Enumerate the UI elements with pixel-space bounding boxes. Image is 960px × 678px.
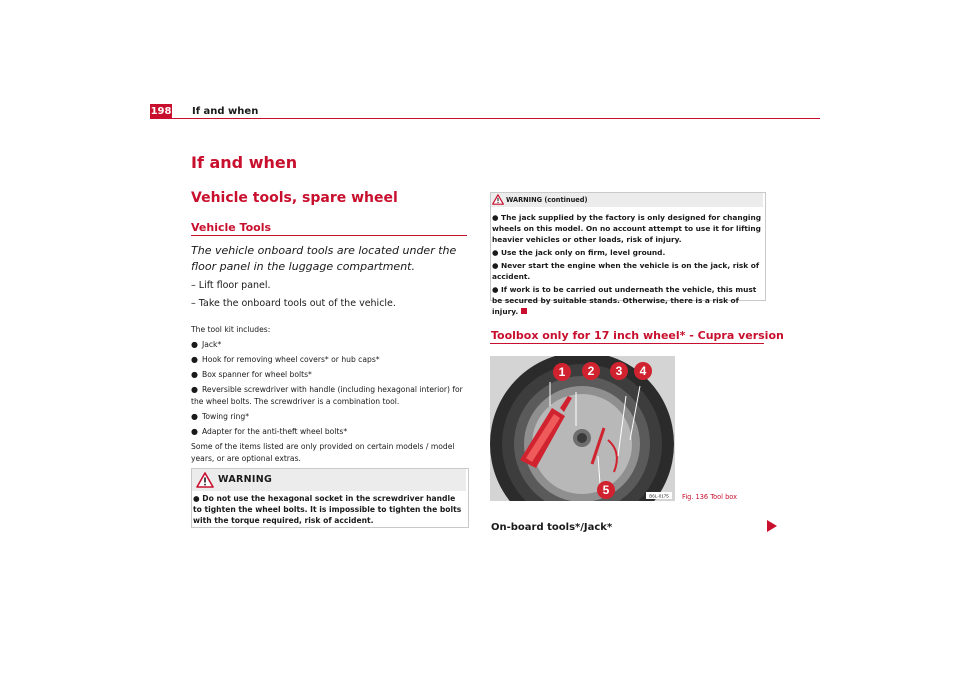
bullet-icon: ● (492, 213, 499, 222)
kit-intro: The tool kit includes: (191, 325, 271, 334)
warning-item: ● The jack supplied by the factory is only designed for changing wheels on this model. On no account attempt to use it for lifting heavier vehicles or other loads, risk of injury. (492, 213, 761, 244)
subsection-rule (191, 235, 467, 236)
subsection-title: Vehicle Tools (191, 221, 272, 234)
bullet-icon: ● (191, 355, 198, 364)
bullet-icon: ● (191, 412, 198, 421)
kit-item: ● Box spanner for wheel bolts* (191, 370, 312, 379)
callout-1: 1 (558, 365, 566, 379)
callout-5: 5 (602, 483, 610, 497)
tool-box-figure (490, 356, 675, 501)
bullet-icon: ● (492, 285, 499, 294)
running-header: If and when (192, 106, 259, 117)
section-title: Vehicle tools, spare wheel (191, 190, 398, 206)
bullet-icon: ● (191, 340, 198, 349)
toolbox-rule (490, 343, 764, 344)
warning-item: ● If work is to be carried out underneath the vehicle, this must be secured by suitable stands. Otherwise, there is a risk of injury. (492, 285, 757, 316)
bullet-icon: ● (492, 248, 499, 257)
kit-item: ● Jack* (191, 340, 222, 349)
end-of-section-icon (521, 308, 527, 314)
warning-item: ● Never start the engine when the vehicle is on the jack, risk of accident. (492, 261, 760, 281)
intro-text: The vehicle onboard tools are located under the floor panel in the luggage compartment. (191, 244, 457, 273)
bullet-icon: ● (191, 427, 198, 436)
callout-2: 2 (587, 364, 595, 378)
warning-triangle-icon (492, 194, 504, 205)
callout-3: 3 (615, 364, 623, 378)
continue-arrow-icon (767, 520, 777, 532)
bullet-icon: ● (193, 494, 200, 503)
warning-item: Do not use the hexagonal socket in the screwdriver handle to tighten the wheel bolts. It is impossible to tighten the bolts with the torque required, risk of accident. (193, 494, 462, 525)
toolbox-title: Toolbox only for 17 inch wheel* - Cupra version (491, 329, 784, 342)
kit-item: ● Towing ring* (191, 412, 250, 421)
bullet-icon: ● (191, 370, 198, 379)
figure-code: B6L-0175 (649, 493, 669, 499)
step-item: – Lift floor panel. (191, 280, 271, 291)
warning-continued-text (492, 212, 762, 319)
tool-box-illustration (490, 356, 675, 501)
callout-4: 4 (639, 364, 647, 378)
warning-item: ● Use the jack only on firm, level ground. (492, 248, 666, 257)
kit-item: ● Hook for removing wheel covers* or hub caps* (191, 355, 380, 364)
tool-kit-description (191, 324, 471, 468)
warning-text (193, 493, 463, 526)
page-number: 198 (150, 106, 172, 117)
chapter-title: If and when (191, 153, 298, 172)
bullet-icon: ● (492, 261, 499, 270)
kit-note: Some of the items listed are only provided on certain models / model years, or are optional extras. (191, 442, 455, 463)
warning-continued-title: WARNING (continued) (506, 196, 588, 204)
onboard-tools-title: On-board tools*/Jack* (491, 522, 613, 533)
warning-title: WARNING (218, 474, 273, 485)
step-list (191, 277, 471, 313)
figure-caption: Fig. 136 Tool box (682, 493, 738, 501)
header-rule (150, 118, 820, 119)
kit-item: ● Adapter for the anti-theft wheel bolts* (191, 427, 348, 436)
bullet-icon: ● (191, 385, 198, 394)
kit-item: ● Reversible screwdriver with handle (including hexagonal interior) for the wheel bolts. The screwdriver is a combination tool. (191, 385, 463, 406)
step-item: – Take the onboard tools out of the vehicle. (191, 298, 396, 309)
warning-triangle-icon (196, 472, 214, 488)
